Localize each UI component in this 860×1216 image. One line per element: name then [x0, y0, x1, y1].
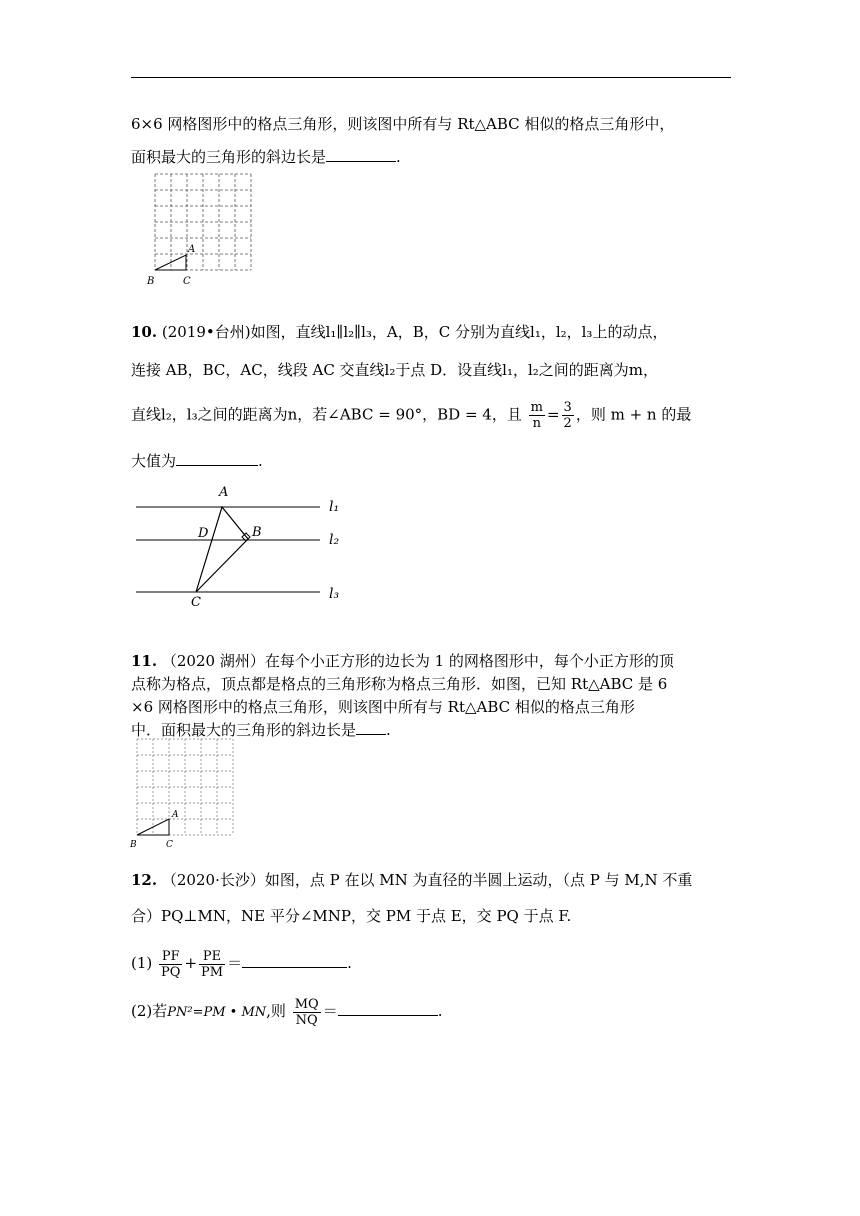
label-l1: l₁	[329, 499, 340, 515]
label-l2: l₂	[329, 532, 340, 548]
triangle-abc	[196, 507, 248, 592]
plus: +	[184, 954, 198, 972]
answer-blank	[176, 451, 258, 466]
q11-end: .	[386, 721, 391, 739]
equals: ＝	[227, 954, 243, 972]
q10-line-2: 连接 AB，BC，AC，线段 AC 交直线l₂于点 D．设直线l₁，l₂之间的距离为m，	[131, 361, 659, 379]
label-c: C	[191, 595, 201, 610]
answer-blank	[242, 953, 347, 968]
equals: ＝	[322, 1002, 338, 1020]
q10-line-1	[131, 322, 667, 342]
header-rule	[131, 77, 731, 78]
q10-number: 10.	[131, 323, 158, 341]
q10-line-1-text: 如图，直线l₁∥l₂∥l₃，A，B，C 分别为直线l₁，l₂，l₃上的动点，	[250, 323, 668, 341]
q9-line-1: 6×6 网格图形中的格点三角形，则该图中所有与 Rt△ABC 相似的格点三角形中，	[131, 115, 675, 133]
q10-end: .	[258, 452, 263, 470]
fraction-pe-pm: $\frac{PE}{PM}$	[201, 948, 224, 980]
part-1-label: (1)	[131, 954, 153, 972]
q11-line-2: 点称为格点，顶点都是格点的三角形称为格点三角形．如图，已知 Rt△ABC 是 6	[131, 675, 668, 693]
label-a: A	[172, 810, 179, 820]
fraction-mq-nq: $\frac{MQ}{NQ}$	[294, 996, 319, 1028]
q12-line-2: 合）PQ⊥MN，NE 平分∠MNP，交 PM 于点 E，交 PQ 于点 F.	[131, 907, 572, 925]
q10-line-3	[131, 400, 691, 431]
q9-end: .	[396, 148, 401, 166]
equals: =	[546, 405, 560, 424]
fraction-3-2: $\frac{3}{2}$	[563, 400, 572, 431]
q9-line-2-text: 面积最大的三角形的斜边长是	[131, 148, 327, 166]
label-c: C	[166, 840, 173, 850]
label-a: A	[219, 485, 229, 500]
q10-source: (2019•台州)	[161, 323, 251, 341]
label-b: B	[252, 525, 262, 540]
q11-line-1	[131, 651, 674, 671]
q12-line-1	[131, 870, 692, 890]
q10-line-3a: 直线l₂，l₃之间的距离为n，若∠ABC = 90°，BD = 4，且	[131, 405, 522, 424]
fraction-pf-pq: $\frac{PF}{PQ}$	[161, 948, 181, 980]
q12-line-1-text: （2020·长沙）如图，点 P 在以 MN 为直径的半圆上运动，（点 P 与 M,N 不重	[161, 871, 693, 889]
part-2-then: ,则	[266, 1002, 286, 1020]
q11-line-4-text: 中．面积最大的三角形的斜边长是	[131, 721, 357, 739]
q12-part-1	[131, 945, 352, 981]
q11-number: 11.	[131, 652, 158, 670]
label-l3: l₃	[329, 586, 340, 602]
part-2-end: .	[437, 1002, 443, 1020]
part-2-label: (2)若	[131, 1002, 168, 1020]
label-a: A	[188, 244, 196, 255]
q11-line-3: ×6 网格图形中的格点三角形，则该图中所有与 Rt△ABC 相似的格点三角形	[131, 698, 635, 716]
q10-parallel-lines-figure	[130, 480, 360, 610]
part-1-end: .	[347, 954, 352, 972]
q11-grid-figure	[128, 736, 244, 850]
q9-grid-figure	[143, 168, 259, 288]
label-b: B	[147, 276, 155, 287]
q12-number: 12.	[131, 871, 158, 889]
triangle-abc	[155, 255, 186, 270]
label-b: B	[130, 840, 137, 850]
label-c: C	[183, 276, 191, 287]
q10-line-4-text: 大值为	[131, 452, 177, 470]
answer-blank	[326, 147, 396, 162]
q9-line-2	[131, 147, 401, 167]
q10-line-4	[131, 451, 263, 471]
answer-blank	[338, 1001, 438, 1016]
part-2-condition: PN²=PM • MN	[167, 1005, 267, 1020]
q12-part-2	[131, 993, 442, 1029]
answer-blank	[356, 720, 386, 735]
q10-line-3b: ，则 m + n 的最	[575, 405, 692, 424]
fraction-m-n: $\frac{m}{n}$	[530, 400, 543, 431]
q11-line-1-text: （2020 湖州）在每个小正方形的边长为 1 的网格图形中，每个小正方形的顶	[161, 652, 674, 670]
label-d: D	[198, 526, 209, 541]
